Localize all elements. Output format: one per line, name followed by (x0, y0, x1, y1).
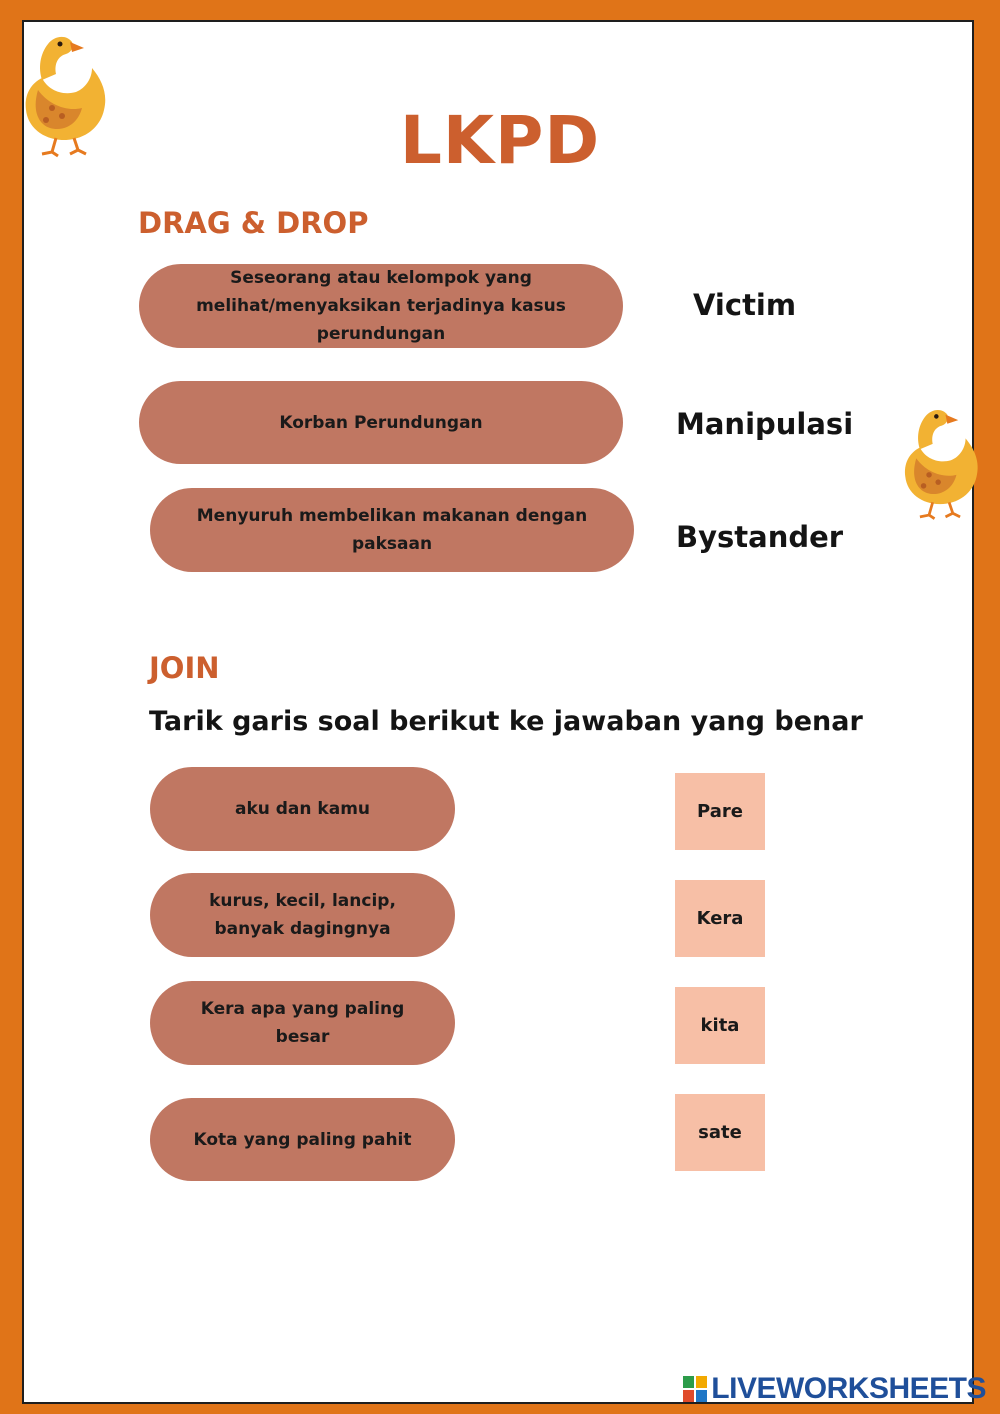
liveworksheets-logo-icon (683, 1376, 707, 1402)
join-question[interactable]: Kera apa yang paling besar (150, 981, 455, 1065)
drag-item-victim-definition[interactable]: Korban Perundungan (139, 381, 623, 464)
drop-target-victim[interactable]: Victim (693, 288, 797, 322)
drag-item-bystander-definition[interactable]: Seseorang atau kelompok yang melihat/menyaksikan terjadinya kasus perundungan (139, 264, 623, 348)
duck-icon (898, 404, 982, 522)
join-heading: JOIN (149, 651, 220, 685)
join-instruction: Tarik garis soal berikut ke jawaban yang benar (149, 706, 863, 737)
join-answer[interactable]: kita (675, 987, 765, 1064)
page-title: LKPD (399, 102, 601, 179)
join-question[interactable]: aku dan kamu (150, 767, 455, 851)
drag-item-manipulation-definition[interactable]: Menyuruh membelikan makanan dengan paksaan (150, 488, 634, 572)
join-answer[interactable]: Kera (675, 880, 765, 957)
drag-drop-heading: DRAG & DROP (138, 206, 369, 240)
liveworksheets-wordmark: LIVEWORKSHEETS (711, 1372, 986, 1405)
drop-target-manipulasi[interactable]: Manipulasi (676, 407, 854, 441)
join-question[interactable]: kurus, kecil, lancip, banyak dagingnya (150, 873, 455, 957)
join-question[interactable]: Kota yang paling pahit (150, 1098, 455, 1181)
liveworksheets-logo (683, 1372, 986, 1406)
drop-target-bystander[interactable]: Bystander (676, 520, 844, 554)
join-answer[interactable]: sate (675, 1094, 765, 1171)
join-answer[interactable]: Pare (675, 773, 765, 850)
